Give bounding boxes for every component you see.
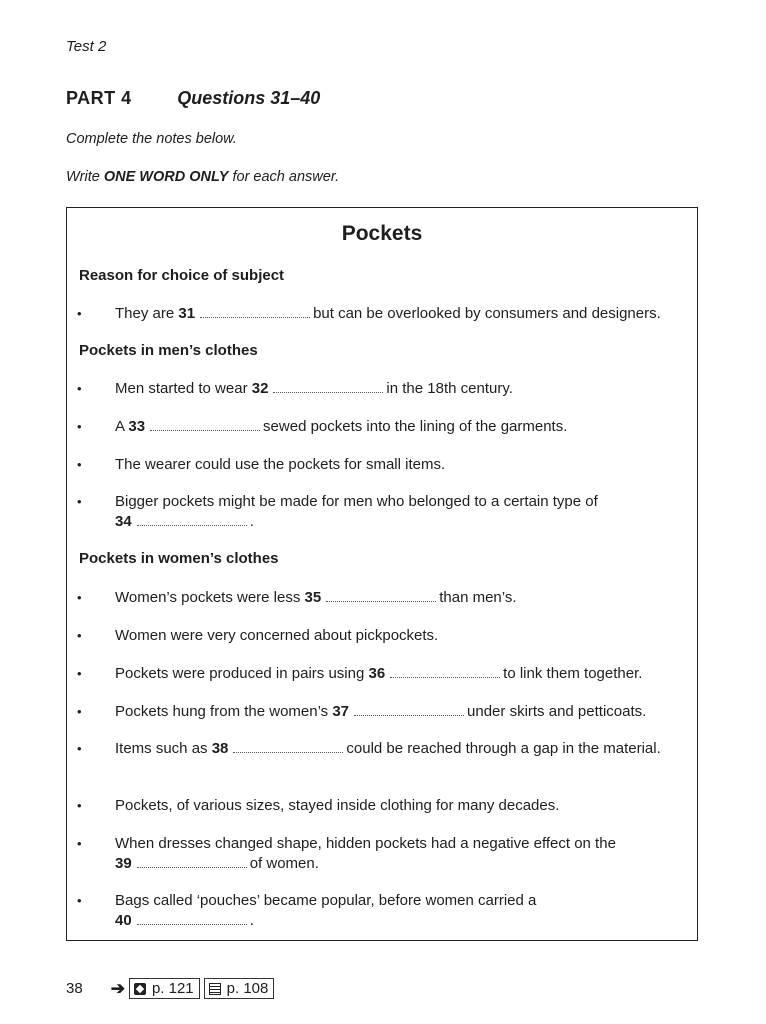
question-number: 34 — [115, 513, 132, 530]
note-item-38: • Items such as 38 could be reached through a gap in the material. — [77, 740, 661, 757]
bullet-icon: • — [77, 798, 82, 813]
bullet-icon: • — [77, 306, 82, 321]
answer-blank-39[interactable] — [137, 854, 247, 868]
note-item: • Pockets, of various sizes, stayed inside clothing for many decades. — [77, 797, 560, 814]
page-footer — [66, 978, 274, 999]
question-number: 36 — [368, 665, 386, 682]
bullet-icon: • — [77, 741, 82, 756]
question-number: 37 — [332, 703, 350, 720]
bullet-icon: • — [77, 628, 82, 643]
note-item-40: • Bags called ‘pouches’ became popular, before women carried a 40 . — [77, 892, 537, 929]
note-item: • The wearer could use the pockets for small items. — [77, 456, 446, 473]
question-number: 40 — [115, 912, 132, 929]
answer-blank-36[interactable] — [390, 664, 500, 678]
instruction-line-1: Complete the notes below. — [66, 131, 237, 147]
note-item-39: • When dresses changed shape, hidden pockets had a negative effect on the 39 of women. — [77, 835, 616, 872]
answer-key-icon — [134, 983, 146, 995]
bullet-icon: • — [77, 836, 82, 851]
answer-blank-37[interactable] — [354, 702, 464, 716]
note-item-37: • Pockets hung from the women’s 37 under skirts and petticoats. — [77, 703, 647, 720]
test-label: Test 2 — [66, 38, 107, 55]
note-item-34: • Bigger pockets might be made for men who belonged to a certain type of 34 . — [77, 493, 598, 530]
note-item-31: • They are 31 but can be overlooked by consumers and designers. — [77, 305, 661, 322]
transcript-reference[interactable] — [204, 978, 275, 999]
instruction-line-2: Write ONE WORD ONLY for each answer. — [66, 169, 340, 185]
answer-key-page: p. 121 — [151, 980, 194, 997]
question-number: 39 — [115, 855, 132, 872]
question-number: 32 — [251, 380, 269, 397]
transcript-icon — [209, 983, 221, 995]
section-heading: Pockets in men’s clothes — [79, 342, 258, 359]
answer-blank-38[interactable] — [233, 739, 343, 753]
page-number: 38 — [66, 980, 83, 997]
bullet-icon: • — [77, 590, 82, 605]
question-number: 38 — [211, 740, 229, 757]
bullet-icon: • — [77, 666, 82, 681]
answer-blank-35[interactable] — [326, 588, 436, 602]
section-heading: Pockets in women’s clothes — [79, 550, 279, 567]
questions-range: Questions 31–40 — [177, 88, 321, 108]
transcript-page: p. 108 — [226, 980, 269, 997]
arrow-right-icon: ➔ — [110, 978, 125, 998]
bullet-icon: • — [77, 419, 82, 434]
answer-blank-34[interactable] — [137, 512, 247, 526]
answer-blank-32[interactable] — [273, 379, 383, 393]
note-item-35: • Women’s pockets were less 35 than men’s. — [77, 589, 517, 606]
notes-box — [66, 207, 698, 941]
answer-key-reference[interactable] — [129, 978, 200, 999]
bullet-icon: • — [77, 704, 82, 719]
answer-blank-31[interactable] — [200, 304, 310, 318]
part-heading — [66, 88, 320, 109]
note-item-32: • Men started to wear 32 in the 18th century. — [77, 380, 513, 397]
answer-blank-40[interactable] — [137, 911, 247, 925]
question-number: 35 — [304, 589, 322, 606]
note-item-36: • Pockets were produced in pairs using 36 to link them together. — [77, 665, 643, 682]
bullet-icon: • — [77, 457, 82, 472]
note-item: • Women were very concerned about pickpockets. — [77, 627, 439, 644]
question-number: 33 — [128, 418, 146, 435]
word-limit: ONE WORD ONLY — [103, 169, 229, 185]
note-item-33: • A 33 sewed pockets into the lining of the garments. — [77, 418, 568, 435]
section-heading: Reason for choice of subject — [79, 267, 285, 284]
bullet-icon: • — [77, 893, 82, 908]
bullet-icon: • — [77, 494, 82, 509]
bullet-icon: • — [77, 381, 82, 396]
part-label: PART 4 — [66, 88, 132, 108]
answer-blank-33[interactable] — [150, 417, 260, 431]
question-number: 31 — [178, 305, 196, 322]
notes-title: Pockets — [341, 222, 423, 245]
